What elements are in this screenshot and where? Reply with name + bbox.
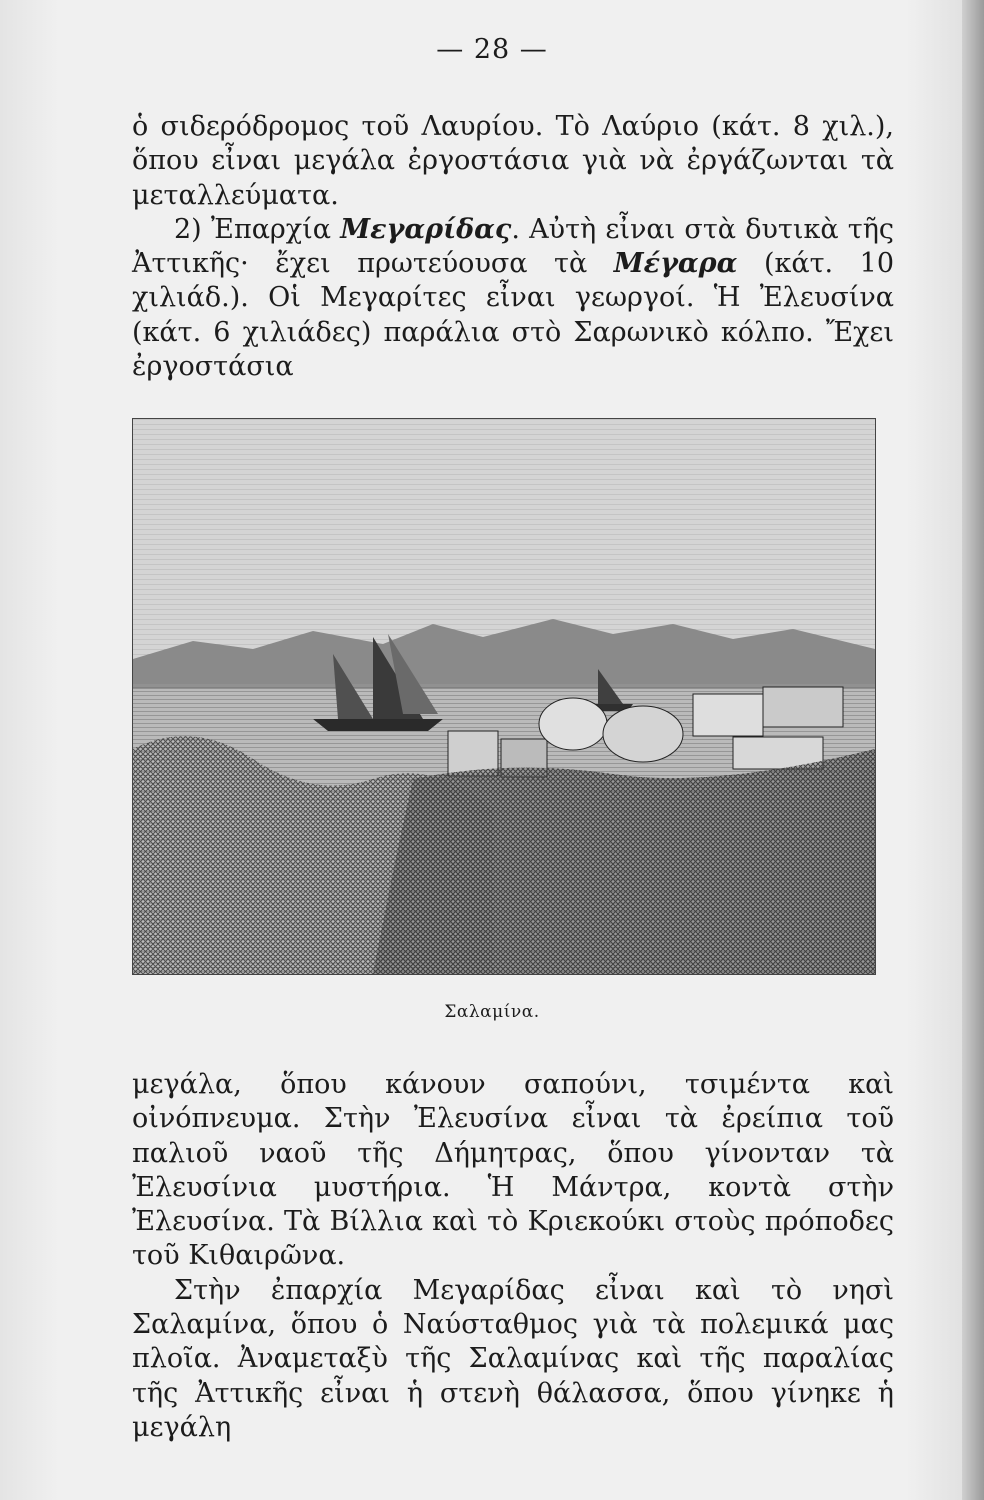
text-run: Στὴν ἐπαρχία Μεγαρίδας εἶναι καὶ τὸ νησὶ Σαλαμίνα, ὅπου ὁ Ναύσταθμος γιὰ τὰ πολεμικά μας πλοῖα. Ἀναμεταξὺ τῆς Σαλαμίνας καὶ τῆς παραλίας τῆς Ἀττικῆς εἶναι ἡ στενὴ θάλασσα, ὅπου γίνηκε ἡ μεγάλη	[132, 1274, 894, 1443]
page-number: — 28 —	[436, 34, 548, 65]
emphasis-text: Μέγαρα	[613, 248, 738, 280]
paragraph	[132, 1274, 894, 1445]
paragraph	[132, 213, 894, 384]
text-run: . Αὐτὴ εἶναι στὰ δυτικὰ τῆς Ἀττικῆς· ἔχει πρωτεύουσα τὰ	[132, 213, 894, 280]
paragraph	[132, 110, 894, 213]
paragraph	[132, 1068, 894, 1274]
text-run: (κάτ. 10 χιλιάδ.). Οἱ Μεγαρίτες εἶναι γεωργοί. Ἡ Ἐλευσίνα (κάτ. 6 χιλιάδες) παράλια στὸ Σαρωνικὸ κόλπο. Ἔχει ἐργοστάσια	[132, 248, 894, 383]
binding-edge	[962, 0, 984, 1500]
text-run: 2) Ἐπαρχία	[174, 213, 341, 245]
text-block-top	[132, 110, 894, 384]
figure-caption: Σαλαμίνα.	[444, 1002, 540, 1022]
text-run: ὁ σιδερόδρομος τοῦ Λαυρίου. Τὸ Λαύριο (κάτ. 8 χιλ.), ὅπου εἶναι μεγάλα ἐργοστάσια γιὰ νὰ ἐργάζωνται τὰ μεταλλεύματα.	[132, 111, 894, 211]
text-block-bottom	[132, 1068, 894, 1445]
text-run: μεγάλα, ὅπου κάνουν σαπούνι, τσιμέντα καὶ οἰνόπνευμα. Στὴν Ἐλευσίνα εἶναι τὰ ἐρείπια τοῦ παλιοῦ ναοῦ τῆς Δήμητρας, ὅπου γίνονταν τὰ Ἐλευσίνια μυστήρια. Ἡ Μάντρα, κοντὰ στὴν Ἐλευσίνα. Τὰ Βίλλια καὶ τὸ Κριεκούκι στοὺς πρόποδες τοῦ Κιθαιρῶνα.	[132, 1069, 894, 1272]
emphasis-text: Μεγαρίδας	[340, 213, 512, 245]
engraving-illustration	[132, 418, 876, 975]
